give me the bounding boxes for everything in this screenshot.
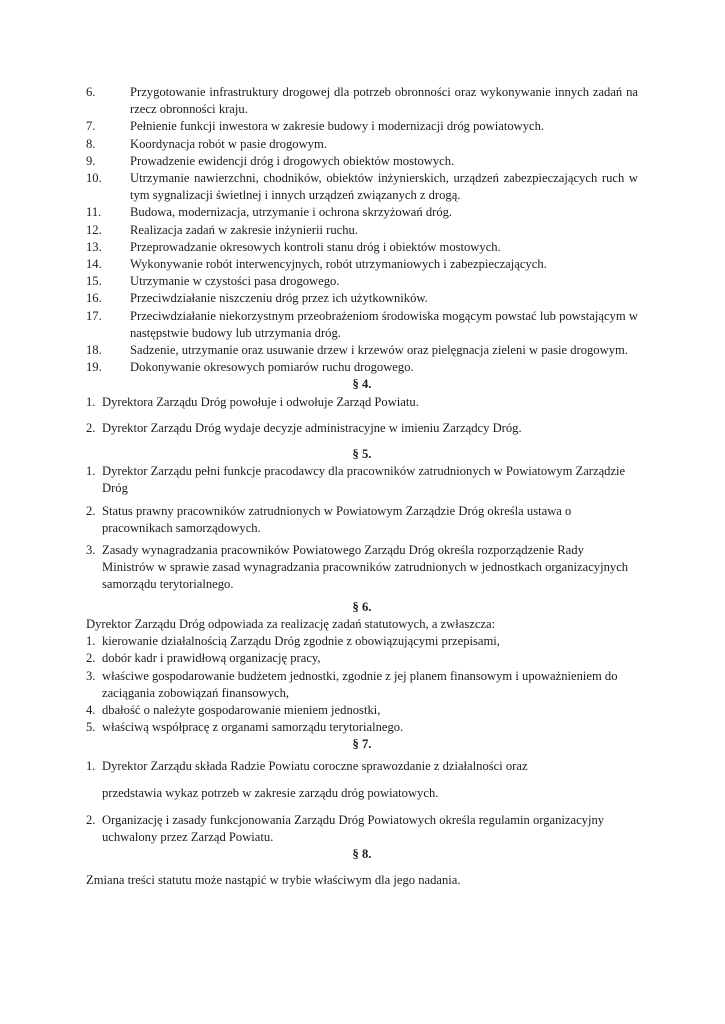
item-text: właściwą współpracę z organami samorządu terytorialnego. [102, 720, 404, 735]
item-number: 19. [86, 360, 102, 375]
list-item [86, 118, 638, 135]
item-number: 2. [86, 651, 96, 666]
item-number: 7. [86, 119, 96, 134]
item-number: 3. [86, 668, 96, 683]
list-item [86, 463, 638, 497]
list-item [86, 633, 638, 650]
item-text: kierowanie działalnością Zarządu Dróg zgodnie z obowiązującymi przepisami, [102, 634, 500, 649]
item-text: Zasady wynagradzania pracowników Powiatowego Zarządu Dróg określa rozporządzenie Rady Ministrów w sprawie zasad wynagradzania pracowników zatrudnionych w jednostkach organizacyjnych samorządu terytorialnego. [102, 543, 629, 592]
list-item [86, 222, 638, 239]
item-number: 18. [86, 343, 102, 358]
item-number: 10. [86, 171, 102, 186]
item-text: Koordynacja robót w pasie drogowym. [130, 136, 327, 151]
item-number: 15. [86, 274, 102, 289]
list-item [86, 290, 638, 307]
item-number: 14. [86, 257, 102, 272]
item-text: Przygotowanie infrastruktury drogowej dla potrzeb obronności oraz wykonywanie innych zadań na rzecz obronności kraju. [130, 85, 638, 117]
list-item [86, 170, 638, 204]
item-number: 16. [86, 291, 102, 306]
list-item [86, 702, 638, 719]
item-text: Przeciwdziałanie niekorzystnym przeobrażeniom środowiska mogącym powstać lub powstającym w następstwie budowy lub utrzymania dróg. [130, 308, 638, 340]
list-item [86, 650, 638, 667]
item-number: 1. [86, 394, 96, 409]
list-item [86, 359, 638, 376]
section-5-list [86, 463, 638, 593]
item-text: Status prawny pracowników zatrudnionych w Powiatowym Zarządzie Dróg określa ustawa o pracownikach samorządowych. [102, 503, 572, 535]
item-text: Pełnienie funkcji inwestora w zakresie budowy i modernizacji dróg powiatowych. [130, 119, 545, 134]
item-text: właściwe gospodarowanie budżetem jednostki, zgodnie z jej planem finansowym i upoważnieniem do zaciągania zobowiązań finansowych, [102, 668, 618, 700]
item-number: 11. [86, 205, 102, 220]
list-item [86, 239, 638, 256]
section-4-list [86, 394, 638, 437]
item-text: dbałość o należyte gospodarowanie mieniem jednostki, [102, 702, 381, 717]
item-text: Prowadzenie ewidencji dróg i drogowych obiektów mostowych. [130, 153, 455, 168]
item-text: Sadzenie, utrzymanie oraz usuwanie drzew i krzewów oraz pielęgnacja zieleni w pasie drogowym. [130, 343, 628, 358]
list-item [86, 668, 638, 702]
list-item [86, 394, 638, 411]
item-text-line-1: Dyrektor Zarządu składa Radzie Powiatu coroczne sprawozdanie z działalności oraz [102, 758, 528, 773]
item-number: 2. [86, 420, 96, 435]
item-text: Organizację i zasady funkcjonowania Zarządu Dróg Powiatowych określa regulamin organizacyjny uchwalony przez Zarząd Powiatu. [102, 812, 605, 845]
statute-text [86, 84, 638, 889]
item-text: Przeciwdziałanie niszczeniu dróg przez ich użytkowników. [130, 291, 428, 306]
item-text: Utrzymanie w czystości pasa drogowego. [130, 274, 340, 289]
section-7-item-1 [86, 758, 638, 802]
item-number: 13. [86, 239, 102, 254]
item-number: 3. [86, 543, 96, 558]
section-6-heading: § 6. [352, 599, 372, 614]
item-number: 4. [86, 702, 96, 717]
item-text: Przeprowadzanie okresowych kontroli stanu dróg i obiektów mostowych. [130, 239, 501, 254]
item-text: Dyrektor Zarządu pełni funkcje pracodawcy dla pracowników zatrudnionych w Powiatowym Zarządzie Dróg [102, 464, 626, 496]
item-number: 5. [86, 720, 96, 735]
item-number: 1. [86, 634, 96, 649]
item-text: Budowa, modernizacja, utrzymanie i ochrona skrzyżowań dróg. [130, 205, 453, 220]
list-item [86, 273, 638, 290]
list-item [86, 84, 638, 118]
item-text: Realizacja zadań w zakresie inżynierii ruchu. [130, 222, 358, 237]
section-7-heading: § 7. [352, 737, 372, 752]
item-number: 2. [86, 503, 96, 518]
section-4-heading: § 4. [352, 377, 372, 392]
list-item [86, 542, 638, 594]
list-item [86, 503, 638, 537]
section-8-heading: § 8. [352, 847, 372, 862]
list-item [86, 342, 638, 359]
item-text: Utrzymanie nawierzchni, chodników, obiektów inżynierskich, urządzeń zabezpieczających ruch w tym sygnalizacji świetlnej i innych urządzeń związanych z drogą. [130, 171, 638, 203]
list-item [86, 308, 638, 342]
item-number: 6. [86, 85, 96, 99]
section-5-heading: § 5. [352, 447, 372, 462]
item-number: 12. [86, 222, 102, 237]
list-item [86, 420, 638, 437]
section-8-text: Zmiana treści statutu może nastąpić w trybie właściwym dla jego nadania. [86, 872, 461, 887]
task-list [86, 84, 638, 376]
item-number: 8. [86, 136, 96, 151]
list-item [86, 136, 638, 153]
item-number: 2. [86, 812, 96, 827]
list-item [86, 719, 638, 736]
item-text: Dyrektor Zarządu Dróg wydaje decyzje administracyjne w imieniu Zarządcy Dróg. [102, 420, 522, 435]
item-text: dobór kadr i prawidłową organizację pracy, [102, 651, 321, 666]
list-item [86, 256, 638, 273]
item-text: Dokonywanie okresowych pomiarów ruchu drogowego. [130, 360, 414, 375]
item-text: Dyrektora Zarządu Dróg powołuje i odwołuje Zarząd Powiatu. [102, 394, 419, 409]
item-number: 1. [86, 758, 96, 773]
item-text: Wykonywanie robót interwencyjnych, robót utrzymaniowych i zabezpieczających. [130, 257, 547, 272]
item-number: 17. [86, 308, 102, 323]
item-number: 9. [86, 153, 96, 168]
section-6-intro: Dyrektor Zarządu Dróg odpowiada za realizację zadań statutowych, a zwłaszcza: [86, 616, 496, 631]
section-6-list [86, 633, 638, 736]
section-7-item-2 [86, 812, 638, 846]
item-text-line-2: przedstawia wykaz potrzeb w zakresie zarządu dróg powiatowych. [102, 785, 439, 800]
list-item [86, 204, 638, 221]
list-item [86, 153, 638, 170]
item-number: 1. [86, 464, 96, 479]
